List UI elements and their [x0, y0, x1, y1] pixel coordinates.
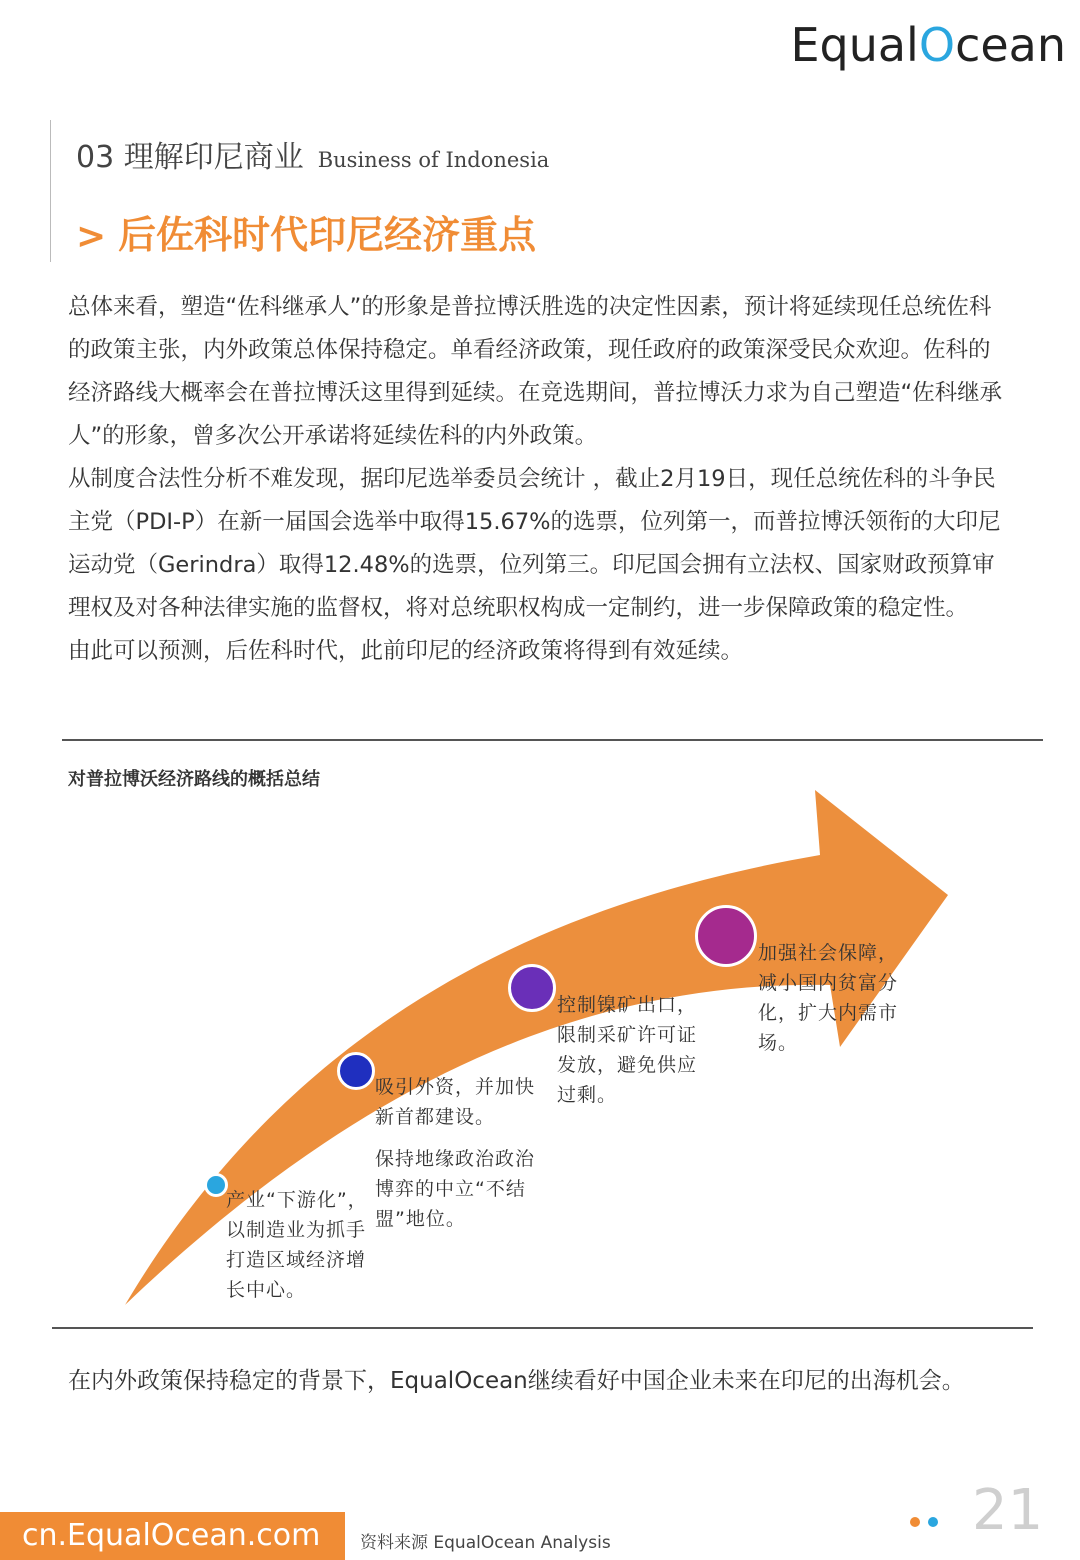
equalocean-logo: EqualOcean [790, 18, 1066, 72]
section-label [76, 132, 549, 176]
page-title [76, 204, 536, 259]
paragraph-3: 由此可以预测，后佐科时代，此前印尼的经济政策将得到有效延续。 [68, 638, 744, 664]
point-label-4: 加强社会保障，减小国内贫富分化，扩大内需市场。 [758, 942, 899, 1054]
paragraph-1: 总体来看，塑造“佐科继承人”的形象是普拉博沃胜选的决定性因素，预计将延续现任总统佐科的政策主张，内外政策总体保持稳定。单看经济政策，现任政府的政策深受民众欢迎。佐科的经济路线大概率会在普拉博沃这里得到延续。在竞选期间，普拉博沃力求为自己塑造“佐科继承人”的形象，曾多次公开承诺将延续佐科的内外政策。 [68, 294, 1003, 449]
page-title-text: 后佐科时代印尼经济重点 [118, 213, 537, 257]
dot-orange-icon [910, 1517, 920, 1527]
chevron-right-icon: > [76, 216, 107, 257]
page-number: 21 [972, 1478, 1044, 1543]
top-divider [62, 739, 1043, 741]
page-dots [910, 1512, 946, 1531]
point-label-3: 控制镍矿出口，限制采矿许可证发放，避免供应过剩。 [557, 994, 698, 1106]
point-dot-2 [337, 1052, 375, 1090]
growth-arrow [0, 780, 1080, 1320]
footer-website-link[interactable]: cn.EqualOcean.com [0, 1512, 345, 1560]
point-dot-4 [695, 905, 757, 967]
paragraph-2: 从制度合法性分析不难发现，据印尼选举委员会统计 ，截止2月19日，现任总统佐科的斗争民主党（PDI-P）在新一届国会选举中取得15.67%的选票，位列第一，而普拉博沃领衔的大印尼运动党（Gerindra）取得12.48%的选票，位列第三。印尼国会拥有立法权、国家财政预算审理权及对各种法律实施的监督权，将对总统职权构成一定制约，进一步保障政策的稳定性。 [68, 466, 1001, 621]
point-label-2: 吸引外资，并加快新首都建设。 [375, 1076, 536, 1128]
conclusion-text: 在内外政策保持稳定的背景下，EqualOcean继续看好中国企业未来在印尼的出海机会。 [68, 1368, 965, 1394]
dot-blue-icon [928, 1517, 938, 1527]
body-text [68, 286, 1008, 673]
point-label-1: 产业“下游化”，以制造业为抓手打造区域经济增长中心。 [226, 1189, 368, 1301]
section-divider [50, 120, 51, 262]
section-en: Business of Indonesia [317, 148, 550, 172]
point-dot-1 [204, 1173, 228, 1197]
point-dot-3 [508, 964, 556, 1012]
extra-label: 保持地缘政治政治博弈的中立“不结盟”地位。 [375, 1148, 536, 1230]
source-note: 资料来源 EqualOcean Analysis [360, 1533, 611, 1553]
section-zh: 03 理解印尼商业 [76, 140, 304, 175]
bottom-divider [52, 1327, 1033, 1329]
diagram-title: 对普拉博沃经济路线的概括总结 [68, 769, 320, 790]
